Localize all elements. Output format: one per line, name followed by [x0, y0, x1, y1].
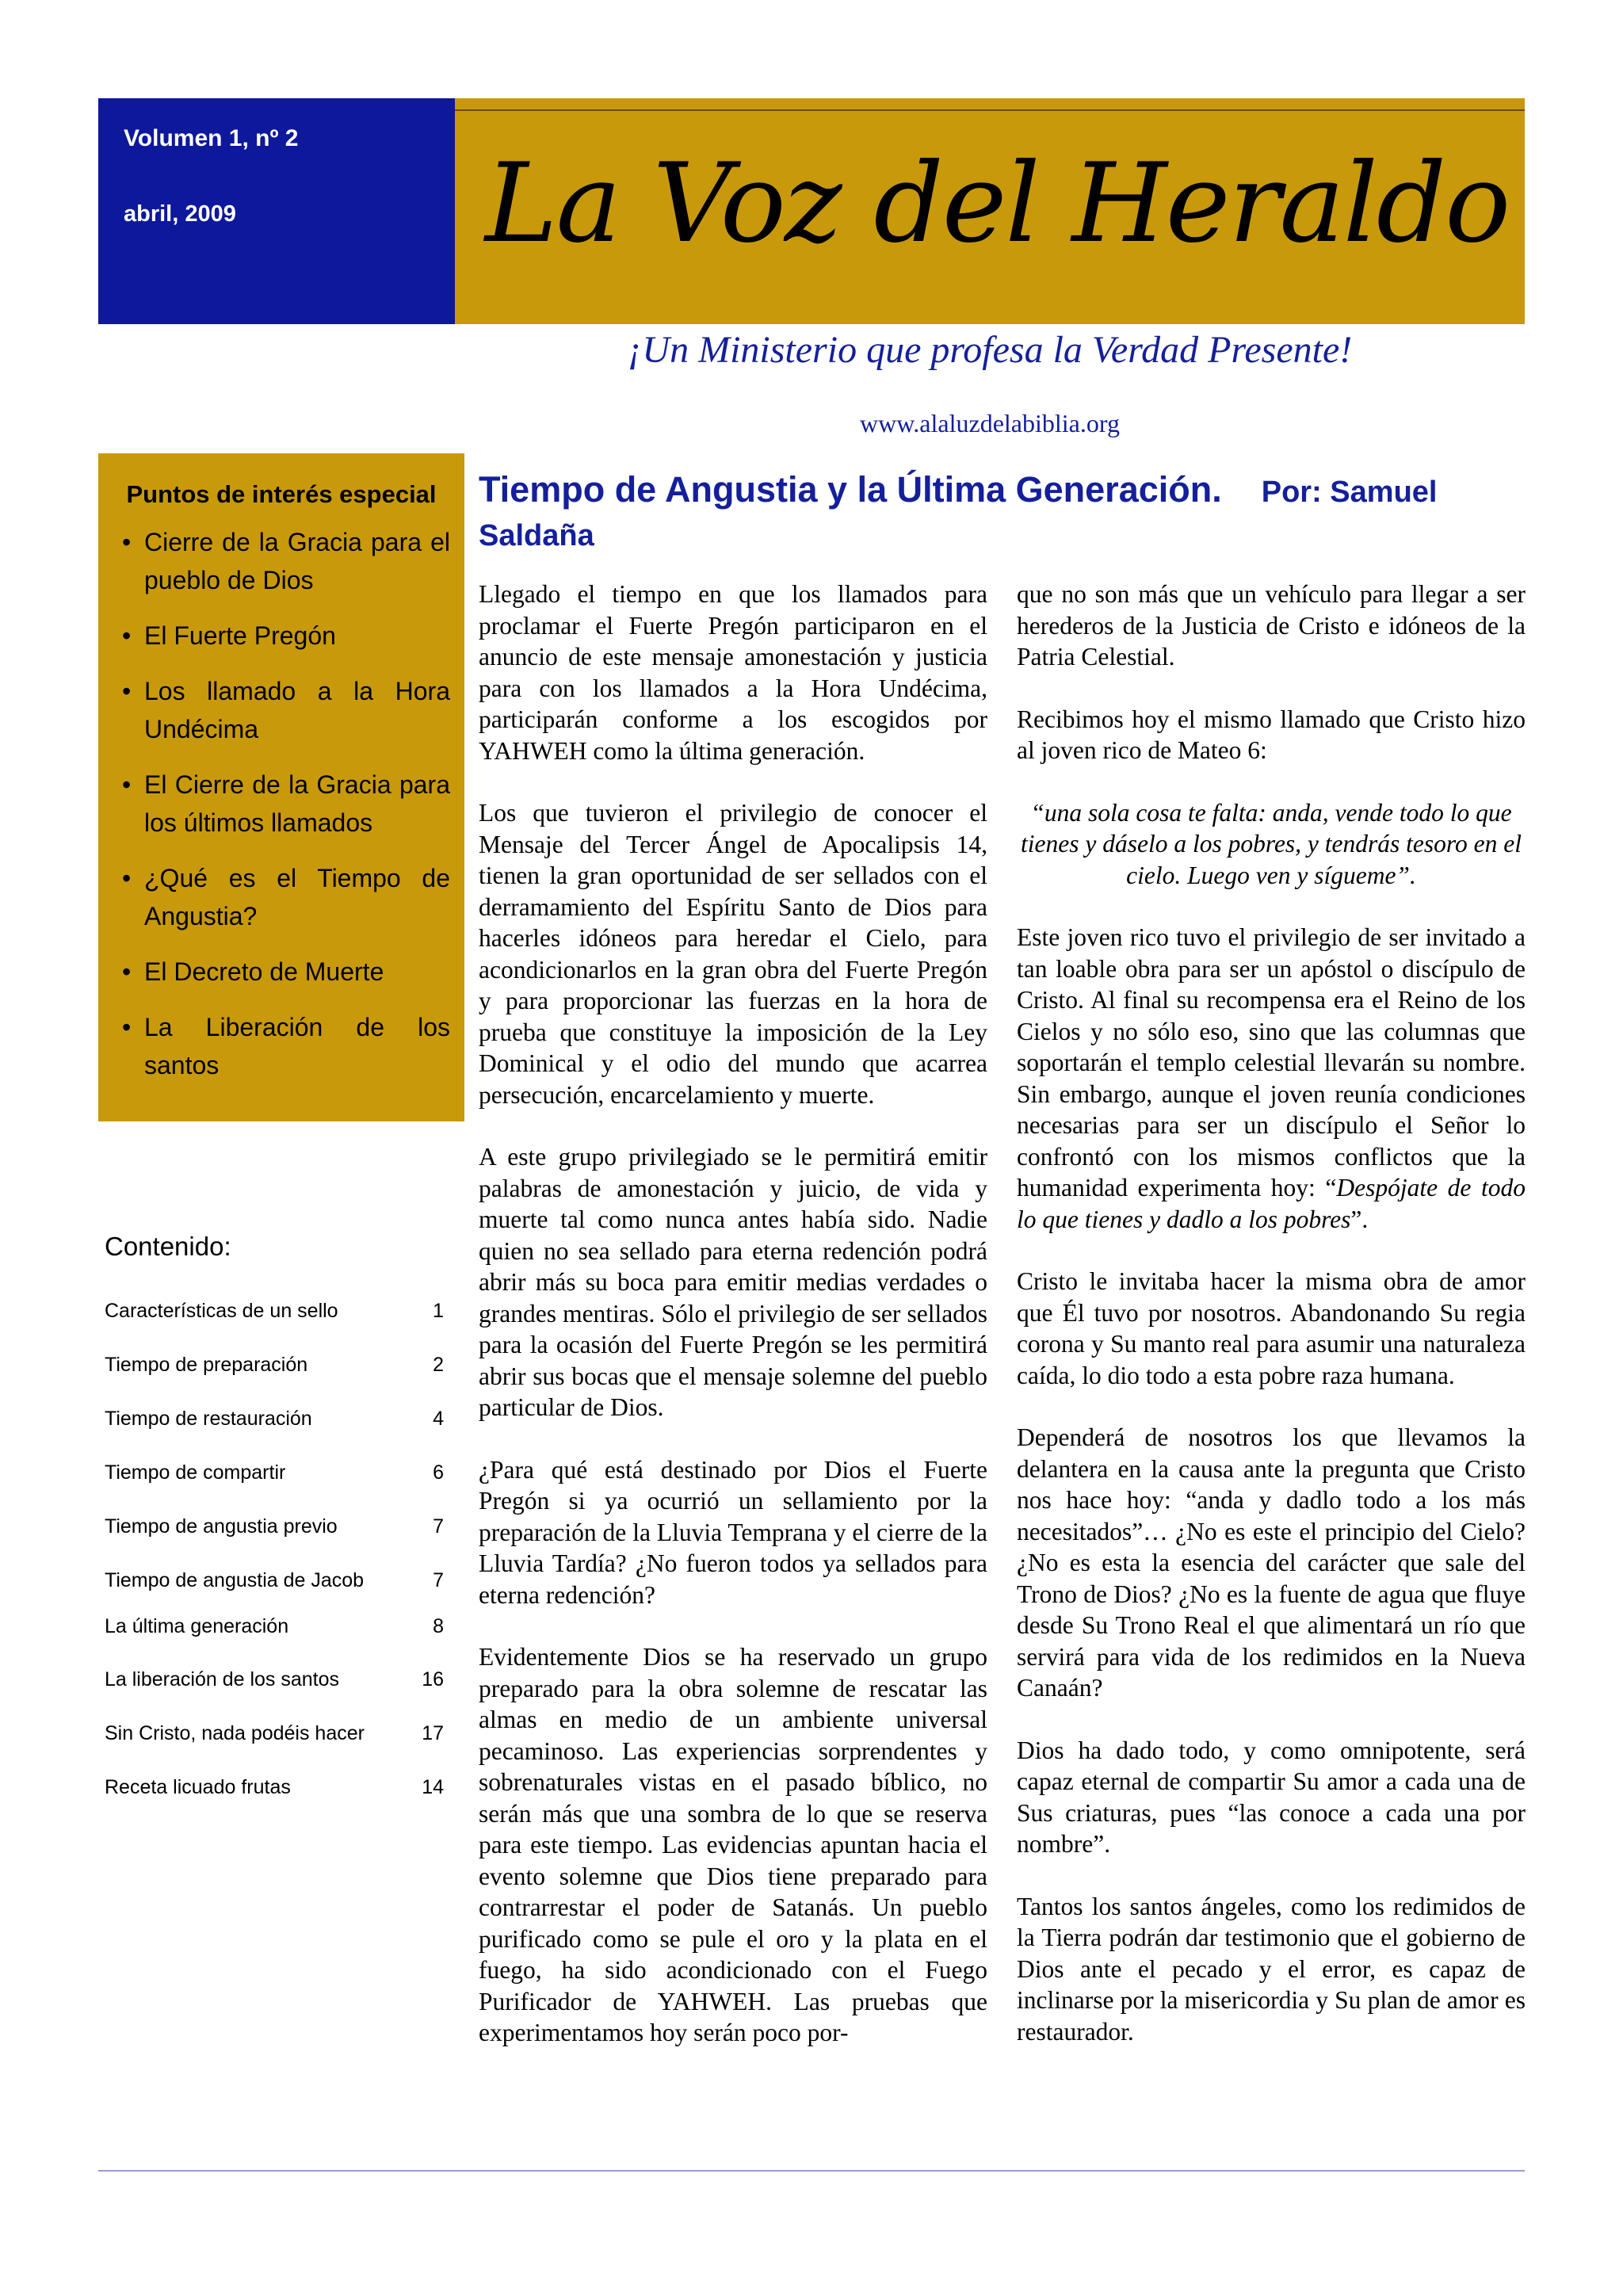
toc-title: Receta licuado frutas — [105, 1776, 291, 1798]
volume-box — [98, 98, 455, 324]
article-paragraph: A este grupo privilegiado se le permitirá emitir palabras de amonestación y juicio, de vida y muerte tal como nunca antes había sido. Nadie quien no sea sellado para eterna redención podrá abrir más su boca para emitir medias verdades o grandes mentiras. Sólo el privilegio de ser sellados para la ocasión del Fuerte Pregón se les permitirá abrir sus bocas que el mensaje solemne del pueblo particular de Dios. — [479, 1143, 987, 1421]
article-paragraph: Dios ha dado todo, y como omnipotente, será capaz eternal de compartir Su amor a cada una de Sus criaturas, pues “las conoce a cada una por nombre”. — [1017, 1736, 1526, 1858]
toc-page: 1 — [433, 1300, 444, 1322]
toc-page: 7 — [433, 1569, 444, 1591]
toc-page: 4 — [433, 1408, 444, 1430]
title-banner — [455, 98, 1525, 324]
article-paragraph: Tantos los santos ángeles, como los redimidos de la Tierra podrán dar testimonio que el gobierno de Dios ante el pecado y el error, es capaz de inclinarse por la misericordia y Su plan de amor es restaurador. — [1017, 1892, 1526, 2046]
toc-row[interactable] — [105, 1354, 444, 1381]
toc-page: 7 — [433, 1515, 444, 1538]
interest-item: • ¿Qué es el Tiempo de Angustia? — [122, 859, 450, 935]
toc-title: Sin Cristo, nada podéis hacer — [105, 1722, 365, 1744]
newsletter-title: La Voz del Heraldo — [485, 139, 1510, 267]
toc-row[interactable] — [105, 1668, 444, 1695]
toc-title: Tiempo de preparación — [105, 1354, 308, 1376]
toc-title: Tiempo de angustia de Jacob — [105, 1569, 365, 1591]
toc-page: 17 — [422, 1722, 444, 1744]
article-paragraph: que no son más que un vehículo para llegar a ser herederos de la Justicia de Cristo e idóneos de la Patria Celestial. — [1017, 580, 1526, 670]
interest-box — [98, 453, 464, 1121]
toc-title: Tiempo de restauración — [105, 1408, 312, 1430]
toc-title: Características de un sello — [105, 1300, 338, 1322]
article-paragraph: Llegado el tiempo en que los llamados para proclamar el Fuerte Pregón participaron en el anuncio de este mensaje amonestación y justicia para con los llamados a la Hora Undécima, participarán conforme a los escogidos por YAHWEH como la última generación. — [479, 580, 987, 765]
title-rule — [455, 109, 1525, 111]
toc-row[interactable] — [105, 1515, 444, 1542]
issue-date: abril, 2009 — [124, 201, 236, 227]
toc-page: 8 — [433, 1615, 444, 1637]
interest-item: • Los llamado a la Hora Undécima — [122, 672, 450, 748]
article-headline: Tiempo de Angustia y la Última Generación. — [479, 469, 1222, 510]
toc-page: 16 — [422, 1668, 444, 1690]
toc-page: 2 — [433, 1354, 444, 1376]
article-paragraph: Evidentemente Dios se ha reservado un grupo preparado para la obra solemne de rescatar las almas en medio de un ambiente universal pecaminoso. Las experiencias sorprendentes y sobrenaturales vistas en el pasado bíblico, no serán más que una sombra de lo que se reserva para este tiempo. Las evidencias apuntan hacia el evento solemne que Dios tiene preparado para contrarrestar el poder de Satanás. Un pueblo purificado como se pule el oro y la plata en el fuego, ha sido acondicionado con el Fuego Purificador de YAHWEH. Las pruebas que experimentamos hoy serán poco por- — [479, 1643, 987, 2046]
contents-heading: Contenido: — [105, 1232, 231, 1261]
toc-row[interactable] — [105, 1300, 444, 1327]
article-paragraph: Los que tuvieron el privilegio de conocer el Mensaje del Tercer Ángel de Apocalipsis 14, tienen la gran oportunidad de ser sellados con el derramamiento del Espíritu Santo de Dios para hacerles idóneos para heredar el Cielo, para acondicionarlos en la gran obra del Fuerte Pregón y para proporcionar las fuerzas en la hora de prueba que constituye la imposición de la Ley Dominical y el odio del mundo que acarrea persecución, encarcelamiento y muerte. — [479, 799, 987, 1109]
toc-row[interactable] — [105, 1569, 444, 1596]
interest-title: Puntos de interés especial — [126, 480, 437, 508]
article-column-left — [479, 579, 987, 2080]
interest-item: • El Decreto de Muerte — [122, 953, 450, 991]
toc-page: 6 — [433, 1461, 444, 1484]
toc-row[interactable] — [105, 1408, 444, 1435]
article-title — [479, 469, 1518, 556]
toc-row[interactable] — [105, 1461, 444, 1488]
toc-page: 14 — [422, 1776, 444, 1798]
article-column-right — [1017, 579, 1526, 2078]
article-byline: Por: Samuel Saldaña — [479, 476, 1438, 552]
toc-title: Tiempo de angustia previo — [105, 1515, 338, 1538]
interest-item: • El Fuerte Pregón — [122, 617, 450, 655]
toc-title: La liberación de los santos — [105, 1668, 340, 1690]
tagline: ¡Un Ministerio que profesa la Verdad Presente! — [627, 329, 1353, 371]
interest-list — [122, 523, 450, 1102]
toc-row[interactable] — [105, 1776, 444, 1803]
paragraph-text: ”. — [1350, 1205, 1369, 1233]
article-paragraph — [1017, 922, 1526, 1235]
toc-row[interactable] — [105, 1615, 444, 1642]
scripture-quote: “una sola cosa te falta: anda, vende todo lo que tienes y dáselo a los pobres, y tendrás tesoro en el cielo. Luego ven y sígueme”. — [1021, 798, 1522, 889]
emphasis-quote: Despójate de todo lo que tienes y dadlo a los pobres — [1017, 1174, 1526, 1233]
volume-number: Volumen 1, nº 2 — [124, 125, 299, 151]
footer-divider — [98, 2170, 1525, 2172]
paragraph-text: Este joven rico tuvo el privilegio de ser invitado a tan loable obra para ser un apóstol o discípulo de Cristo. Al final su recompensa era el Reino de los Cielos y no sólo eso, sino que las columnas que soportarán el templo celestial llevarán su nombre. Sin embargo, aunque el joven reunía condiciones necesarias para ser un discípulo el Señor lo confrontó con los mismos conflictos que la humanidad experimenta hoy: “ — [1017, 923, 1526, 1201]
article-paragraph: Cristo le invitaba hacer la misma obra de amor que Él tuvo por nosotros. Abandonando Su regia corona y Su manto real para asumir una naturaleza caída, lo dio todo a esta pobre raza humana. — [1017, 1267, 1526, 1389]
toc-title: Tiempo de compartir — [105, 1461, 286, 1484]
interest-item: • El Cierre de la Gracia para los últimos llamados — [122, 766, 450, 842]
article-paragraph: Dependerá de nosotros los que llevamos la delantera en la causa ante la pregunta que Cristo nos hace hoy: “anda y dadlo todo a los más necesitados”… ¿No es este el principio del Cielo? ¿No es esta la esencia del carácter que sale del Trono de Dios? ¿No es la fuente de agua que fluye desde Su Trono Real el que alimentará un río que servirá para vida de los redimidos en la Nueva Canaán? — [1017, 1423, 1526, 1702]
website-link[interactable]: www.alaluzdelabiblia.org — [860, 409, 1120, 437]
toc-title: La última generación — [105, 1615, 289, 1637]
article-paragraph: ¿Para qué está destinado por Dios el Fuerte Pregón si ya ocurrió un sellamiento por la preparación de la Lluvia Temprana y el cierre de la Lluvia Tardía? ¿No fueron todos ya sellados para eterna redención? — [479, 1455, 987, 1609]
interest-item: • La Liberación de los santos — [122, 1008, 450, 1084]
article-paragraph: Recibimos hoy el mismo llamado que Cristo hizo al joven rico de Mateo 6: — [1017, 705, 1526, 764]
toc-row[interactable] — [105, 1722, 444, 1749]
interest-item: • Cierre de la Gracia para el pueblo de Dios — [122, 523, 450, 599]
